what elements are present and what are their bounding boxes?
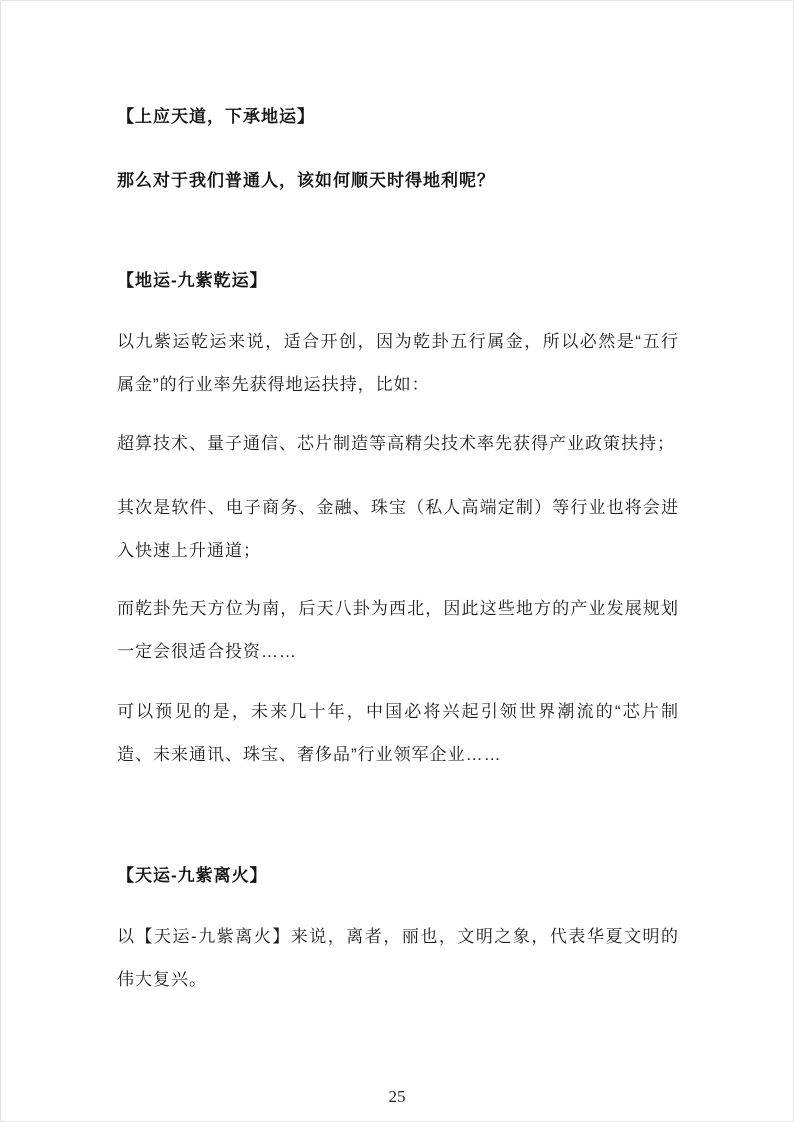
paragraph-high-tech: 超算技术、量子通信、芯片制造等高精尖技术率先获得产业政策扶持；	[117, 434, 675, 453]
paragraph-future-prediction: 可以预见的是，未来几十年，中国必将兴起引领世界潮流的“芯片制造、未来通讯、珠宝、奢侈品”行业领军企业……	[117, 702, 679, 764]
section-heading-diyun: 【地运-九紫乾运】	[117, 271, 268, 290]
page-number: 25	[388, 1087, 406, 1106]
paragraph-diyun-intro: 以九紫运乾运来说，适合开创，因为乾卦五行属金，所以必然是“五行属金”的行业率先获得地运扶持，比如：	[117, 332, 679, 394]
paragraph-qian-direction: 而乾卦先天方位为南，后天八卦为西北，因此这些地方的产业发展规划一定会很适合投资……	[117, 599, 679, 661]
paragraph-software-industries: 其次是软件、电子商务、金融、珠宝（私人高端定制）等行业也将会进入快速上升通道；	[117, 498, 679, 560]
heading-shang-ying-tian-dao: 【上应天道，下承地运】	[117, 107, 315, 126]
question-line: 那么对于我们普通人，该如何顺天时得地利呢？	[117, 171, 495, 190]
paragraph-tianyun-intro: 以【天运-九紫离火】来说，离者，丽也，文明之象，代表华夏文明的伟大复兴。	[117, 927, 679, 989]
section-heading-tianyun: 【天运-九紫离火】	[117, 866, 268, 885]
